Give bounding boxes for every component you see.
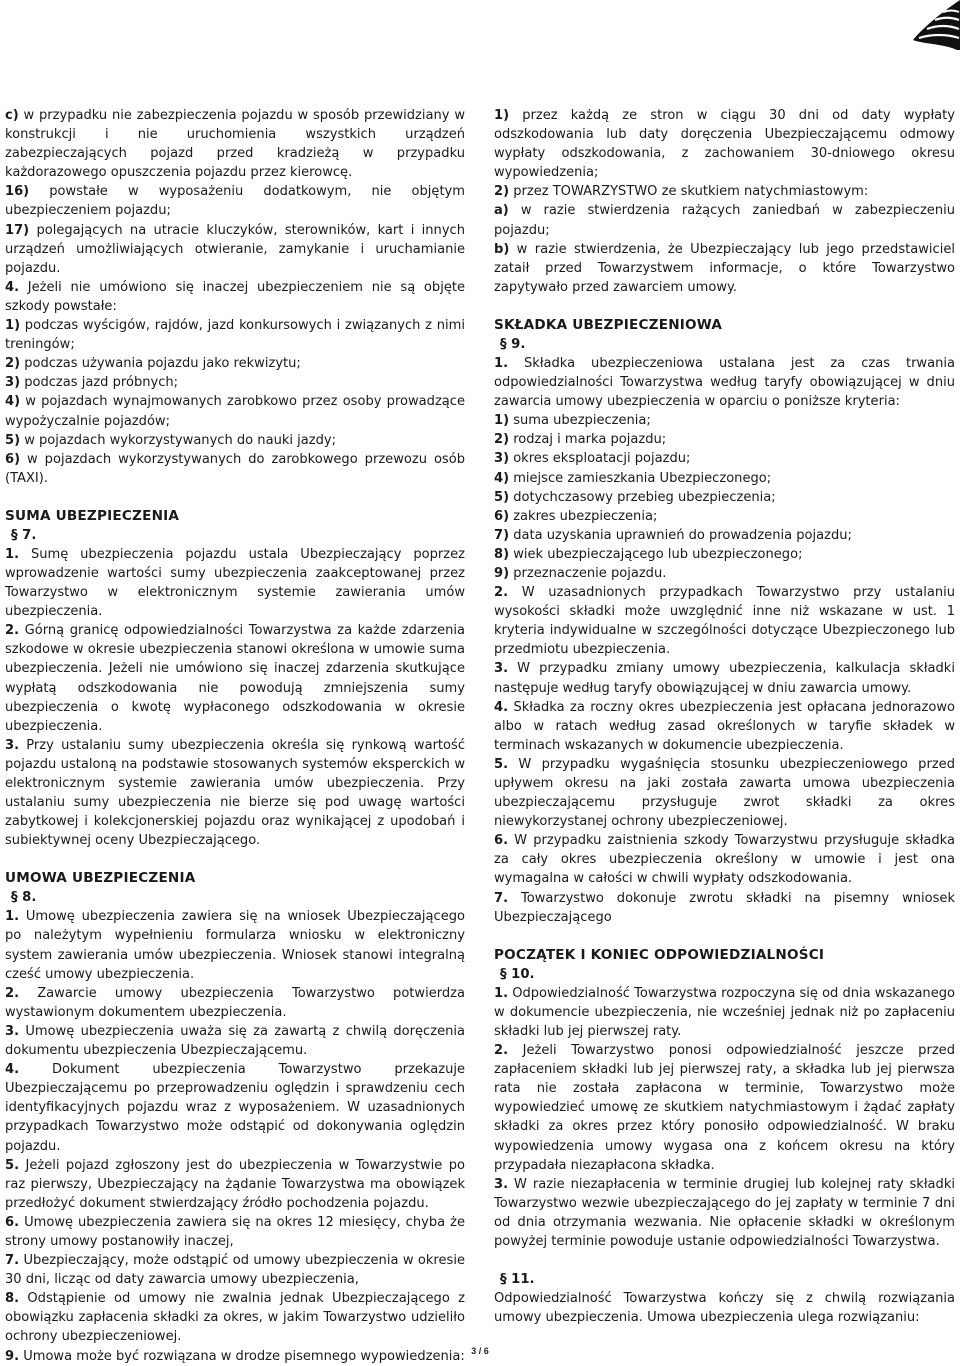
paragraph: 4. Dokument ubezpieczenia Towarzystwo przekazuje Ubezpieczającemu po przeprowadzeniu oględzin i sprawdzeniu cech identyfikacyjnych pojazdu wraz z wyposażeniem. W uzasadnionych przypadkach Towarzystwo może odstąpić od dokonywania oględzin pojazdu. [5, 1062, 465, 1154]
list-item: 4) w pojazdach wynajmowanych zarobkowo przez osoby prowadzące wypożyczalnie pojazdów; [5, 394, 465, 429]
paragraph: 17) polegających na utracie kluczyków, sterowników, kart i innych urządzeń umożliwiających otwieranie, zamykanie i uruchamianie pojazdu. [5, 222, 465, 276]
section-heading: POCZĄTEK I KONIEC ODPOWIEDZIALNOŚCI [494, 946, 825, 963]
paragraph: 2. Górną granicę odpowiedzialności Towarzystwa za każde zdarzenia szkodowe w okresie ubezpieczenia stanowi określona w umowie suma ubezpieczenia. Jeżeli nie umówiono się inaczej zdarzenia skutkujące wypłatą odszkodowania nie powodują zmniejszenia sumy ubezpieczenia o kwotę wypłaconego odszkodowania w okresie ubezpieczenia. [5, 623, 465, 734]
paragraph: 9. Umowa może być rozwiązana w drodze pisemnego wypowiedzenia: [5, 1348, 465, 1364]
list-item: 2) przez TOWARZYSTWO ze skutkiem natychmiastowym: [494, 184, 869, 200]
paragraph: 1. Odpowiedzialność Towarzystwa rozpoczyna się od dnia wskazanego w dokumencie ubezpieczenia, nie wcześniej jednak niż po zapłaceniu składki lub jej pierwszej raty. [494, 985, 955, 1039]
section-heading: UMOWA UBEZPIECZENIA [5, 870, 196, 887]
paragraph: 1. Sumę ubezpieczenia pojazdu ustala Ubezpieczający poprzez wprowadzenie wartości sumy ubezpieczenia zaakceptowanej przez Towarzystwo w elektronicznym systemie zawierania umów ubezpieczenia. [5, 546, 465, 620]
paragraph: Odpowiedzialność Towarzystwa kończy się z chwilą rozwiązania umowy ubezpieczenia. Umowa ubezpieczenia ulega rozwiązaniu: [494, 1291, 955, 1326]
paragraph: 7. Towarzystwo dokonuje zwrotu składki na pisemny wniosek Ubezpieczającego [494, 890, 955, 925]
list-item: 5) w pojazdach wykorzystywanych do nauki jazdy; [5, 432, 337, 448]
paragraph: 8. Odstąpienie od umowy nie zwalnia jednak Ubezpieczającego z obowiązku zapłacenia składki za okres, w jakim Towarzystwo udzieliło ochrony ubezpieczeniowej. [5, 1291, 465, 1345]
list-item: 1) przez każdą ze stron w ciągu 30 dni od daty wypłaty odszkodowania lub daty doręczenia Ubezpieczającemu odmowy wypłaty odszkodowania, z zachowaniem 30-dniowego okresu wypowiedzenia; [494, 108, 955, 181]
list-item: 3) podczas jazd próbnych; [5, 375, 179, 391]
page-number: 3 / 6 [471, 1346, 489, 1356]
section-number: § 11. [500, 1272, 535, 1288]
section-number: § 9. [500, 336, 526, 352]
section-number: § 7. [11, 527, 37, 543]
list-item: 8) wiek ubezpieczającego lub ubezpieczonego; [494, 546, 803, 562]
paragraph: 2. Jeżeli Towarzystwo ponosi odpowiedzialność jeszcze przed zapłaceniem składki lub jej pierwszej raty, a składka lub jej pierwsza rata nie została zapłacona w terminie, Towarzystwo może wypowiedzieć umowę ze skutkiem natychmiastowym i żądać zapłaty składki za okres przez który ponosiło odpowiedzialność. W braku wypowiedzenia umowy wygasa ona z końcem okresu na który przypadała niezapłacona składka. [494, 1043, 955, 1173]
list-item: 6) w pojazdach wykorzystywanych do zarobkowego przewozu osób (TAXI). [5, 451, 465, 486]
section-number: § 8. [11, 890, 37, 906]
list-item: 7) data uzyskania uprawnień do prowadzenia pojazdu; [494, 527, 852, 543]
list-item: 1) suma ubezpieczenia; [494, 413, 651, 429]
list-item: a) w razie stwierdzenia rażących zaniedbań w zabezpieczeniu pojazdu; [494, 203, 955, 238]
list-item: 4) miejsce zamieszkania Ubezpieczonego; [494, 470, 772, 486]
paragraph: 5. W przypadku wygaśnięcia stosunku ubezpieczeniowego przed upływem okresu na jaki została zawarta umowa ubezpieczenia ubezpieczającemu przysługuje zwrot składki za okres niewykorzystanej ochrony ubezpieczeniowej. [494, 756, 955, 830]
list-item: 9) przeznaczenie pojazdu. [494, 565, 667, 581]
list-item: b) w razie stwierdzenia, że Ubezpieczający lub jego przedstawiciel zataił przed Towarzystwem informacje, o które Towarzystwo zapytywało przed zawarciem umowy. [494, 241, 955, 295]
paragraph: 1. Umowę ubezpieczenia zawiera się na wniosek Ubezpieczającego po należytym wypełnieniu formularza wniosku w elektroniczny system zawierania umów ubezpieczenia. Wniosek stanowi integralną cześć umowy ubezpieczenia. [5, 909, 465, 982]
paragraph: 1. Składka ubezpieczeniowa ustalana jest za czas trwania odpowiedzialności Towarzystwa według taryfy obowiązującej w dniu zawarcia umowy ubezpieczenia w oparciu o poniższe kryteria: [494, 355, 955, 410]
section-heading: SKŁADKA UBEZPIECZENIOWA [494, 316, 723, 333]
right-column [494, 106, 955, 1327]
paragraph: 7. Ubezpieczający, może odstąpić od umowy ubezpieczenia w okresie 30 dni, licząc od daty zawarcia umowy ubezpieczenia, [5, 1253, 465, 1288]
section-heading: SUMA UBEZPIECZENIA [5, 507, 180, 524]
list-item: 1) podczas wyścigów, rajdów, jazd konkursowych i związanych z nimi treningów; [5, 318, 465, 353]
paragraph: 3. W przypadku zmiany umowy ubezpieczenia, kalkulacja składki następuje według taryfy obowiązującej w dniu zawarcia umowy. [494, 661, 955, 696]
paragraph: 6. Umowę ubezpieczenia zawiera się na okres 12 miesięcy, chyba że strony umowy postanowiły inaczej, [5, 1214, 465, 1249]
company-logo-icon [905, 0, 960, 50]
section-number: § 10. [500, 966, 535, 982]
list-item: 2) podczas używania pojazdu jako rekwizytu; [5, 356, 301, 372]
paragraph: c) w przypadku nie zabezpieczenia pojazdu w sposób przewidziany w konstrukcji i nie uruchomienia wszystkich urządzeń zabezpieczających pojazd przed kradzieżą w przypadku każdorazowego opuszczenia pojazdu przez kierowcę. [5, 108, 465, 181]
left-column [5, 106, 465, 1366]
list-item: 6) zakres ubezpieczenia; [494, 508, 658, 524]
paragraph: 5. Jeżeli pojazd zgłoszony jest do ubezpieczenia w Towarzystwie po raz pierwszy, Ubezpieczający na żądanie Towarzystwa ma obowiązek przedłożyć dokument stwierdzający źródło pochodzenia pojazdu. [5, 1157, 465, 1211]
list-item: 3) okres eksploatacji pojazdu; [494, 451, 691, 467]
paragraph: 3. W razie niezapłacenia w terminie drugiej lub kolejnej raty składki Towarzystwo wezwie ubezpieczającego do jej zapłaty w terminie 7 dni od dnia otrzymania wezwania. Nie opłacenie składki w określonym powyżej terminie powoduje ustanie odpowiedzialności Towarzystwa. [494, 1176, 955, 1249]
paragraph: 3. Umowę ubezpieczenia uważa się za zawartą z chwilą doręczenia dokumentu ubezpieczenia Ubezpieczającemu. [5, 1023, 465, 1059]
list-item: 5) dotychczasowy przebieg ubezpieczenia; [494, 489, 776, 505]
paragraph: 2. Zawarcie umowy ubezpieczenia Towarzystwo potwierdza wystawionym dokumentem ubezpieczenia. [5, 985, 465, 1020]
paragraph: 3. Przy ustalaniu sumy ubezpieczenia określa się rynkową wartość pojazdu ustaloną na podstawie stosowanych systemów eksperckich w elektronicznym systemie zawierania umów ubezpieczenia. Przy ustalaniu sumy ubezpieczenia nie bierze się pod uwagę wartości zabytkowej i kolekcjonerskiej pojazdu oraz wynikającej z upodobań i subiektywnej oceny Ubezpieczającego. [5, 737, 465, 849]
paragraph: 4. Składka za roczny okres ubezpieczenia jest opłacana jednorazowo albo w ratach według zasad określonych w taryfie składek w terminach wskazanych w dokumencie ubezpieczenia. [494, 699, 955, 753]
list-item: 2) rodzaj i marka pojazdu; [494, 432, 667, 448]
paragraph: 16) powstałe w wyposażeniu dodatkowym, nie objętym ubezpieczeniem pojazdu; [5, 184, 465, 219]
paragraph: 4. Jeżeli nie umówiono się inaczej ubezpieczeniem nie są objęte szkody powstałe: [5, 279, 465, 314]
paragraph: 2. W uzasadnionych przypadkach Towarzystwo przy ustalaniu wysokości składki może uwzględnić inne niż wskazane w ust. 1 kryteria indywidualne w szczególności dotyczące Ubezpieczonego lub przedmiotu ubezpieczenia. [494, 585, 955, 658]
paragraph: 6. W przypadku zaistnienia szkody Towarzystwu przysługuje składka za cały okres ubezpieczenia określony w umowie i jest ona wymagalna w całości w chwili wypłaty odszkodowania. [494, 833, 955, 887]
